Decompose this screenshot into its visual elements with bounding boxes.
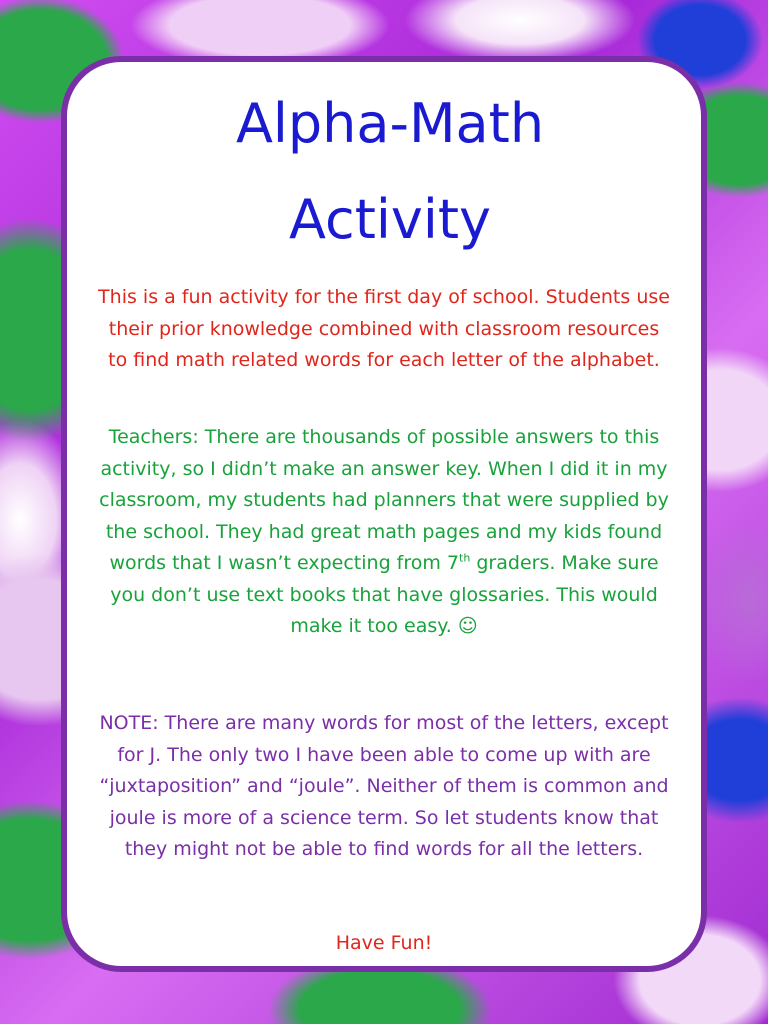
have-fun-text: Have Fun! xyxy=(335,932,433,954)
teachers-text-part-1: Teachers: There are thousands of possible answers to this activity, so I didn’t make an answer key. When I did it in my classroom, my students had planners that were supplied by the school. They had great math pages and my kids found words that I wasn’t expecting from 7 xyxy=(99,426,669,574)
intro-paragraph: This is a fun activity for the first day of school. Students use their prior knowledge combined with classroom resources to find math related words for each letter of the alphabet. xyxy=(98,286,670,371)
content-card xyxy=(61,56,707,972)
note-paragraph: NOTE: There are many words for most of the letters, except for J. The only two I have been able to come up with are “juxtaposition” and “joule”. Neither of them is common and joule is more of a science term. So let students know that they might not be able to find words for all the letters. xyxy=(99,712,669,860)
ordinal-suffix: th xyxy=(459,551,471,565)
title-line-2: Activity xyxy=(289,188,491,251)
teachers-text-part-2: graders. Make sure you don’t use text books that have glossaries. This would make it too easy. ☺ xyxy=(110,552,659,637)
teachers-paragraph xyxy=(97,422,671,643)
title-line-1: Alpha-Math xyxy=(235,92,545,155)
